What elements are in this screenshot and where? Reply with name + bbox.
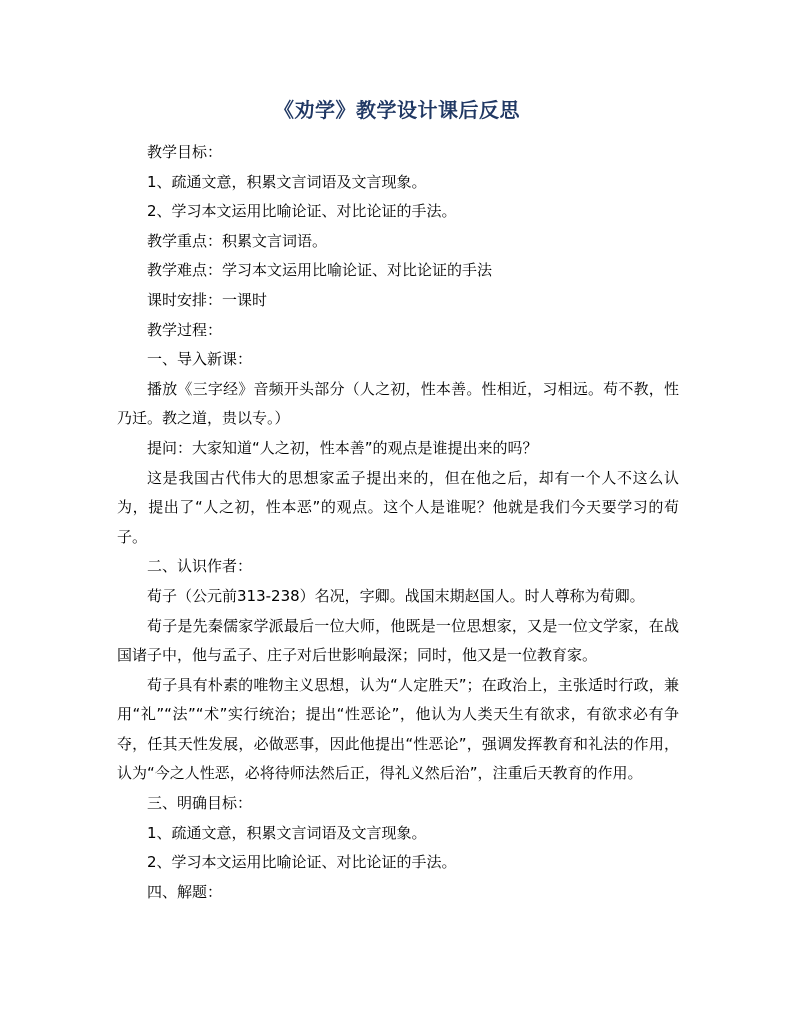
paragraph-class-hours: 课时安排：一课时 [147, 290, 268, 309]
paragraph-objective-1: 1、疏通文意，积累文言词语及文言现象。 [147, 172, 427, 191]
paragraph-mencius: 这是我国古代伟大的思想家孟子提出来的，但在他之后，却有一个人不这么认为，提出了“人之初，性本恶”的观点。这个人是谁呢？他就是我们今天要学习的荀子。 [117, 468, 679, 546]
paragraph-audio: 播放《三字经》音频开头部分（人之初，性本善。性相近，习相远。苟不教，性乃迁。教之道，贵以专。） [117, 379, 679, 428]
paragraph-goal-2: 2、学习本文运用比喻论证、对比论证的手法。 [147, 853, 457, 872]
paragraph-objective-2: 2、学习本文运用比喻论证、对比论证的手法。 [147, 202, 457, 221]
paragraph-key-point: 教学重点：积累文言词语。 [147, 231, 328, 250]
paragraph-author-intro: 荀子（公元前313-238）名况，字卿。战国末期赵国人。时人尊称为荀卿。 [147, 586, 645, 605]
paragraph-question: 提问：大家知道“人之初，性本善”的观点是谁提出来的吗？ [147, 438, 538, 457]
section-heading-explain-title: 四、解题： [147, 882, 223, 901]
paragraph-author-thought: 荀子具有朴素的唯物主义思想，认为“人定胜天”；在政治上，主张适时行政，兼用“礼”“法”“术”实行统治；提出“性恶论”，他认为人类天生有欲求，有欲求必有争夺，任其天性发展，必做恶事，因此他提出“性恶论”，强调发挥教育和礼法的作用，认为“今之人性恶，必将待师法然后正，得礼义然后治”，注重后天教育的作用。 [117, 675, 679, 783]
paragraph-objectives-heading: 教学目标： [147, 143, 223, 161]
paragraph-author-master: 荀子是先秦儒家学派最后一位大师，他既是一位思想家，又是一位文学家，在战国诸子中，他与孟子、庄子对后世影响最深；同时，他又是一位教育家。 [117, 616, 679, 665]
document-body [117, 138, 679, 907]
document-title: 《劝学》教学设计课后反思 [274, 98, 520, 122]
section-heading-goals: 三、明确目标： [147, 794, 253, 813]
paragraph-difficulty: 教学难点：学习本文运用比喻论证、对比论证的手法 [147, 261, 493, 280]
paragraph-goal-1: 1、疏通文意，积累文言词语及文言现象。 [147, 823, 427, 842]
section-heading-author: 二、认识作者： [147, 557, 253, 576]
paragraph-process-heading: 教学过程： [147, 320, 223, 339]
section-heading-introduction: 一、导入新课： [147, 350, 253, 369]
